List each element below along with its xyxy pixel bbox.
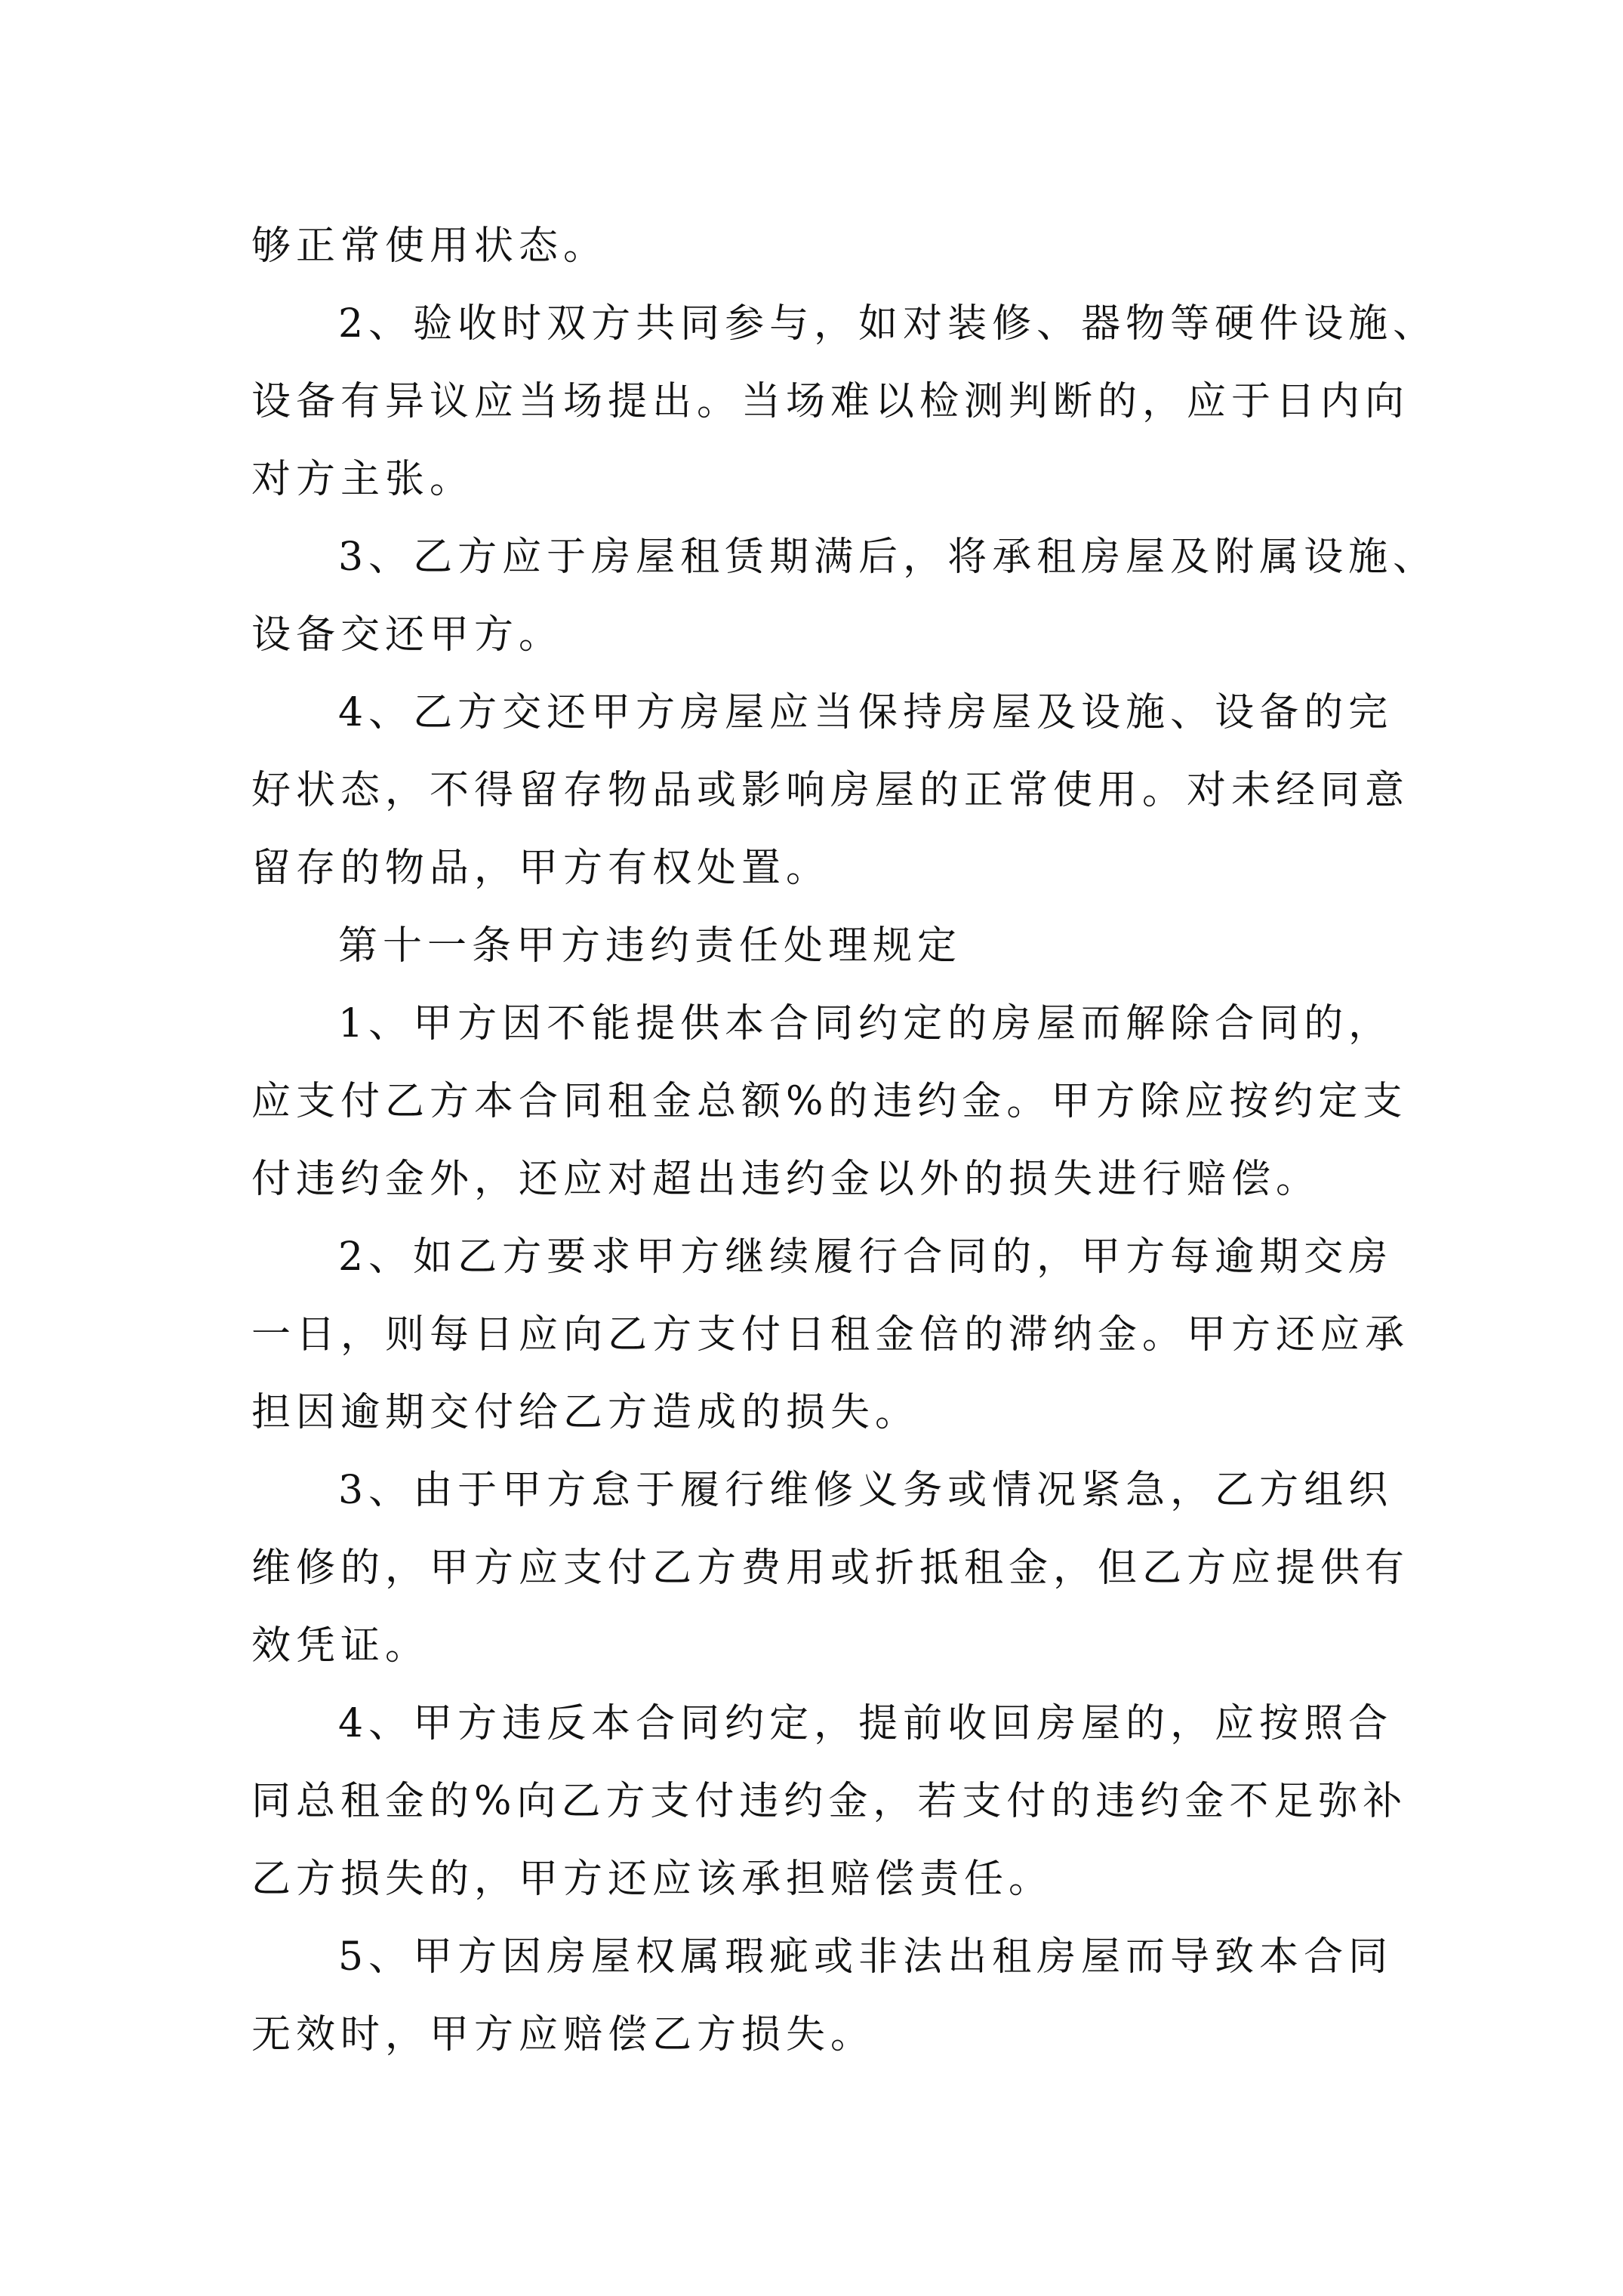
text-line: 1、甲方因不能提供本合同约定的房屋而解除合同的， [338,1001,1394,1046]
text-line: 维修的，甲方应支付乙方费用或折抵租金，但乙方应提供有 [251,1546,1410,1591]
text-line: 4、甲方违反本合同约定，提前收回房屋的，应按照合 [338,1701,1394,1746]
text-line: 3、乙方应于房屋租赁期满后，将承租房屋及附属设施、 [338,535,1438,580]
text-line: 对方主张。 [251,457,475,502]
text-line: 无效时，甲方应赔偿乙方损失。 [251,2012,876,2057]
text-line: 效凭证。 [251,1623,430,1669]
text-line: 2、如乙方要求甲方继续履行合同的，甲方每逾期交房 [338,1234,1394,1280]
text-line: 担因逾期交付给乙方造成的损失。 [251,1390,920,1435]
document-body [251,208,1438,2074]
text-line: 好状态，不得留存物品或影响房屋的正常使用。对未经同意 [251,768,1410,813]
text-line: 付违约金外，还应对超出违约金以外的损失进行赔偿。 [251,1157,1321,1202]
section-heading: 第十一条甲方违约责任处理规定 [338,923,962,969]
text-line: 留存的物品，甲方有权处置。 [251,846,831,891]
text-line: 设备有异议应当场提出。当场难以检测判断的，应于日内向 [251,379,1410,424]
text-line: 2、验收时双方共同参与，如对装修、器物等硬件设施、 [338,301,1438,347]
text-line: 够正常使用状态。 [251,223,608,269]
text-line: 乙方损失的，甲方还应该承担赔偿责任。 [251,1857,1054,1902]
text-line: 设备交还甲方。 [251,612,564,658]
text-line: 一日，则每日应向乙方支付日租金倍的滞纳金。甲方还应承 [251,1312,1410,1358]
text-line: 4、乙方交还甲方房屋应当保持房屋及设施、设备的完 [338,690,1394,735]
text-line: 3、由于甲方怠于履行维修义务或情况紧急，乙方组织 [338,1468,1394,1513]
text-line: 同总租金的%向乙方支付违约金，若支付的违约金不足弥补 [251,1779,1408,1824]
text-line: 应支付乙方本合同租金总额%的违约金。甲方除应按约定支 [251,1079,1408,1124]
text-line: 5、甲方因房屋权属瑕疵或非法出租房屋而导致本合同 [338,1934,1394,1980]
